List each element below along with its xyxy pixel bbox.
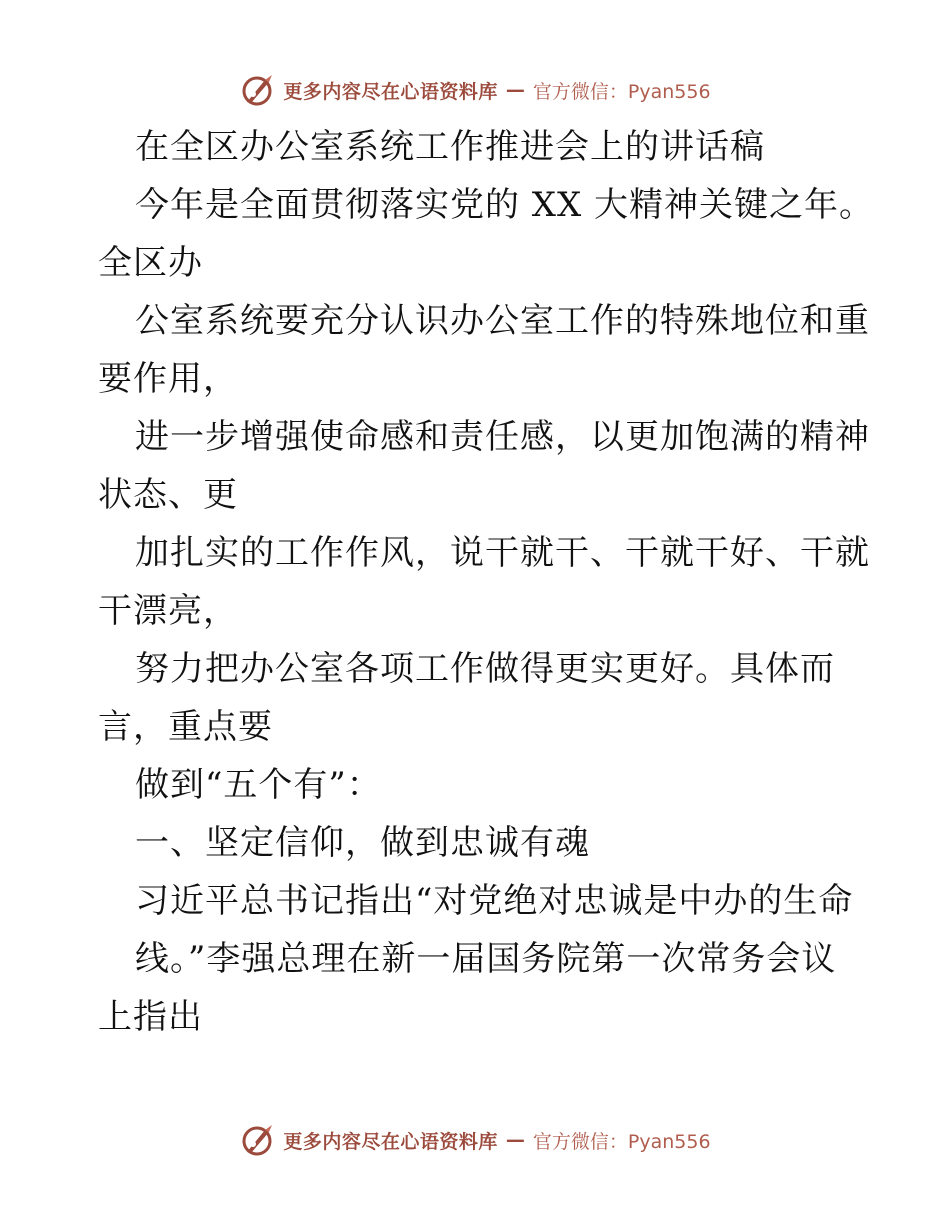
footer-slogan: 更多内容尽在心语资料库 (283, 1130, 498, 1153)
text-line: 进一步增强使命感和责任感，以更加饱满的精神 (135, 417, 870, 457)
text-line: 习近平总书记指出“对党绝对忠诚是中办的生命 (135, 881, 854, 921)
header-separator: — (505, 79, 525, 101)
header-banner (0, 70, 950, 110)
text-line: 状态、更 (98, 475, 238, 515)
header-slogan: 更多内容尽在心语资料库 (283, 80, 498, 103)
text-line: 做到“五个有”： (135, 765, 382, 805)
quill-pen-logo-icon (239, 1122, 275, 1158)
text-line: 要作用， (98, 359, 238, 399)
footer-separator: — (505, 1129, 525, 1151)
header-contact: 官方微信：Pyan556 (532, 80, 711, 103)
text-line: 言，重点要 (98, 707, 273, 747)
text-line: 干漂亮， (98, 591, 238, 631)
text-line: 全区办 (98, 243, 203, 283)
text-line: 上指出 (98, 997, 203, 1037)
text-line: 线。”李强总理在新一届国务院第一次常务会议 (135, 939, 837, 979)
quill-pen-logo-icon (239, 72, 275, 108)
text-line: 努力把办公室各项工作做得更实更好。具体而 (135, 649, 835, 689)
text-line: 一、坚定信仰，做到忠诚有魂 (135, 823, 590, 863)
footer-banner (0, 1120, 950, 1160)
text-line: 公室系统要充分认识办公室工作的特殊地位和重 (135, 301, 870, 341)
text-line: 在全区办公室系统工作推进会上的讲话稿 (135, 127, 765, 167)
text-line: 加扎实的工作作风，说干就干、干就干好、干就 (135, 533, 870, 573)
document-body (98, 118, 875, 1046)
footer-contact: 官方微信：Pyan556 (532, 1130, 711, 1153)
text-line: 今年是全面贯彻落实党的 XX 大精神关键之年。 (135, 185, 875, 225)
